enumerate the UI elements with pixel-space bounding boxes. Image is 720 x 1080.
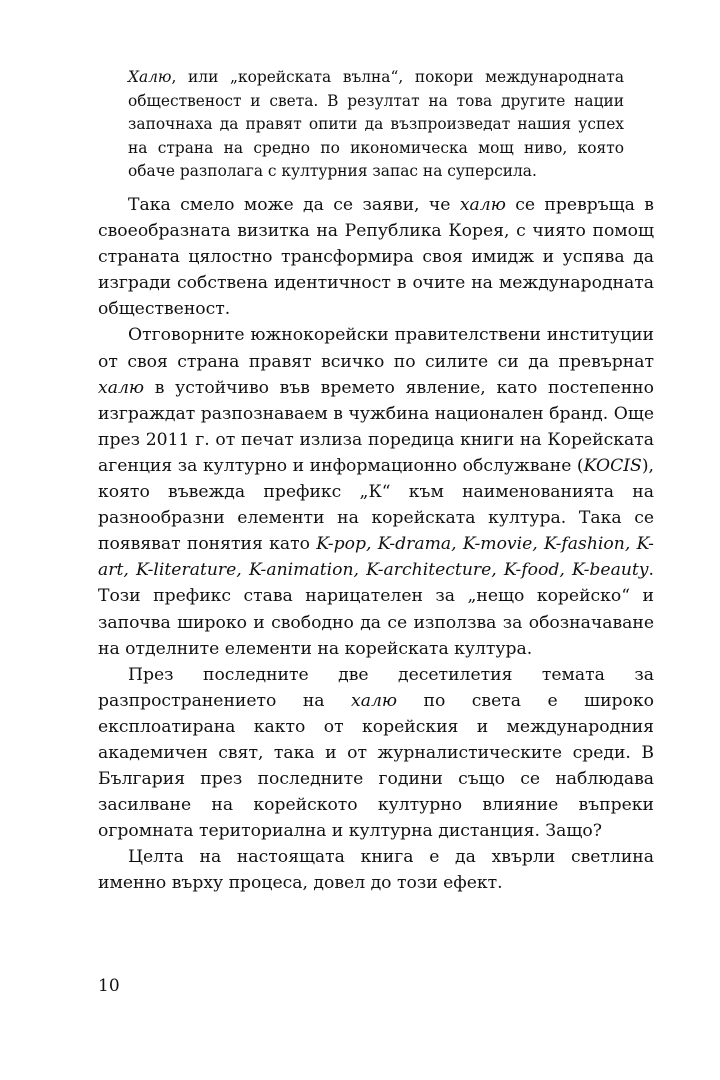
text-run: Целта на настоящата книга е да хвърли светлина именно върху процеса, довел до този ефект. [98,847,654,894]
text-run: се превръща в своеобразната визитка на Република Корея, с чиято помощ страната цялостно трансформира своя имидж и успява да изгради собствена идентичност в очите на международната общественост. [98,195,654,320]
text-run: в устойчиво във времето явление, като постепенно изграждат разпознаваем в чужбина национален бранд. Още през 2011 г. от печат излиза поредица книги на Корейската агенция за културно и информационно обслужване ( [98,377,654,476]
block-quote [128,66,624,184]
quote-paragraph [128,66,624,184]
italic-text-run: халю [351,690,398,711]
italic-text-run: халю [459,195,506,215]
text-run: , или „корейската вълна“, покори международната общественост и света. В резултат на това другите нации започнаха да правят опити да възпроизведат нашия успех на страна на средно по икономическа мощ ниво, която обаче разполага с културния запас на суперсила. [128,68,624,180]
paragraph-3 [98,662,654,845]
italic-text-run: халю [98,377,145,398]
text-run: по света е широко експлоатирана както от корейския и международния академичен свят, така и от журналистическите среди. В България през последните години също се наблюдава засилване на корейското културно влияние въпреки огромната териториална и културна дистанция. Защо? [98,690,655,842]
italic-text-run: KOCIS [583,455,642,476]
text-run: ), която въвежда префикс „К“ към наименованията на разнообразни елементи на корейската култура. Така се появяват понятия като [98,455,654,555]
italic-text-run: Халю [128,68,172,86]
body-text [98,192,654,897]
text-run: Отговорните южнокорейски правителствени институции от своя страна правят всичко по силите си да превърнат [98,325,654,372]
italic-text-run: K-pop, K-drama, K-movie, K-fashion, K-art, K-literature, K-animation, K-architecture, K-food, K-beauty [98,534,654,581]
text-run: Така смело може да се заяви, че [128,195,460,215]
paragraph-1 [98,192,654,322]
paragraph-4 [98,844,654,896]
text-run: През последните две десетилетия темата за разпространението на [98,664,654,711]
text-run: . Този префикс става нарицателен за „нещо корейско“ и започва широко и свободно да се използва за обозначаване на отделните елементи на корейската култура. [98,560,654,659]
page-number: 10 [98,976,120,996]
paragraph-2 [98,322,654,661]
